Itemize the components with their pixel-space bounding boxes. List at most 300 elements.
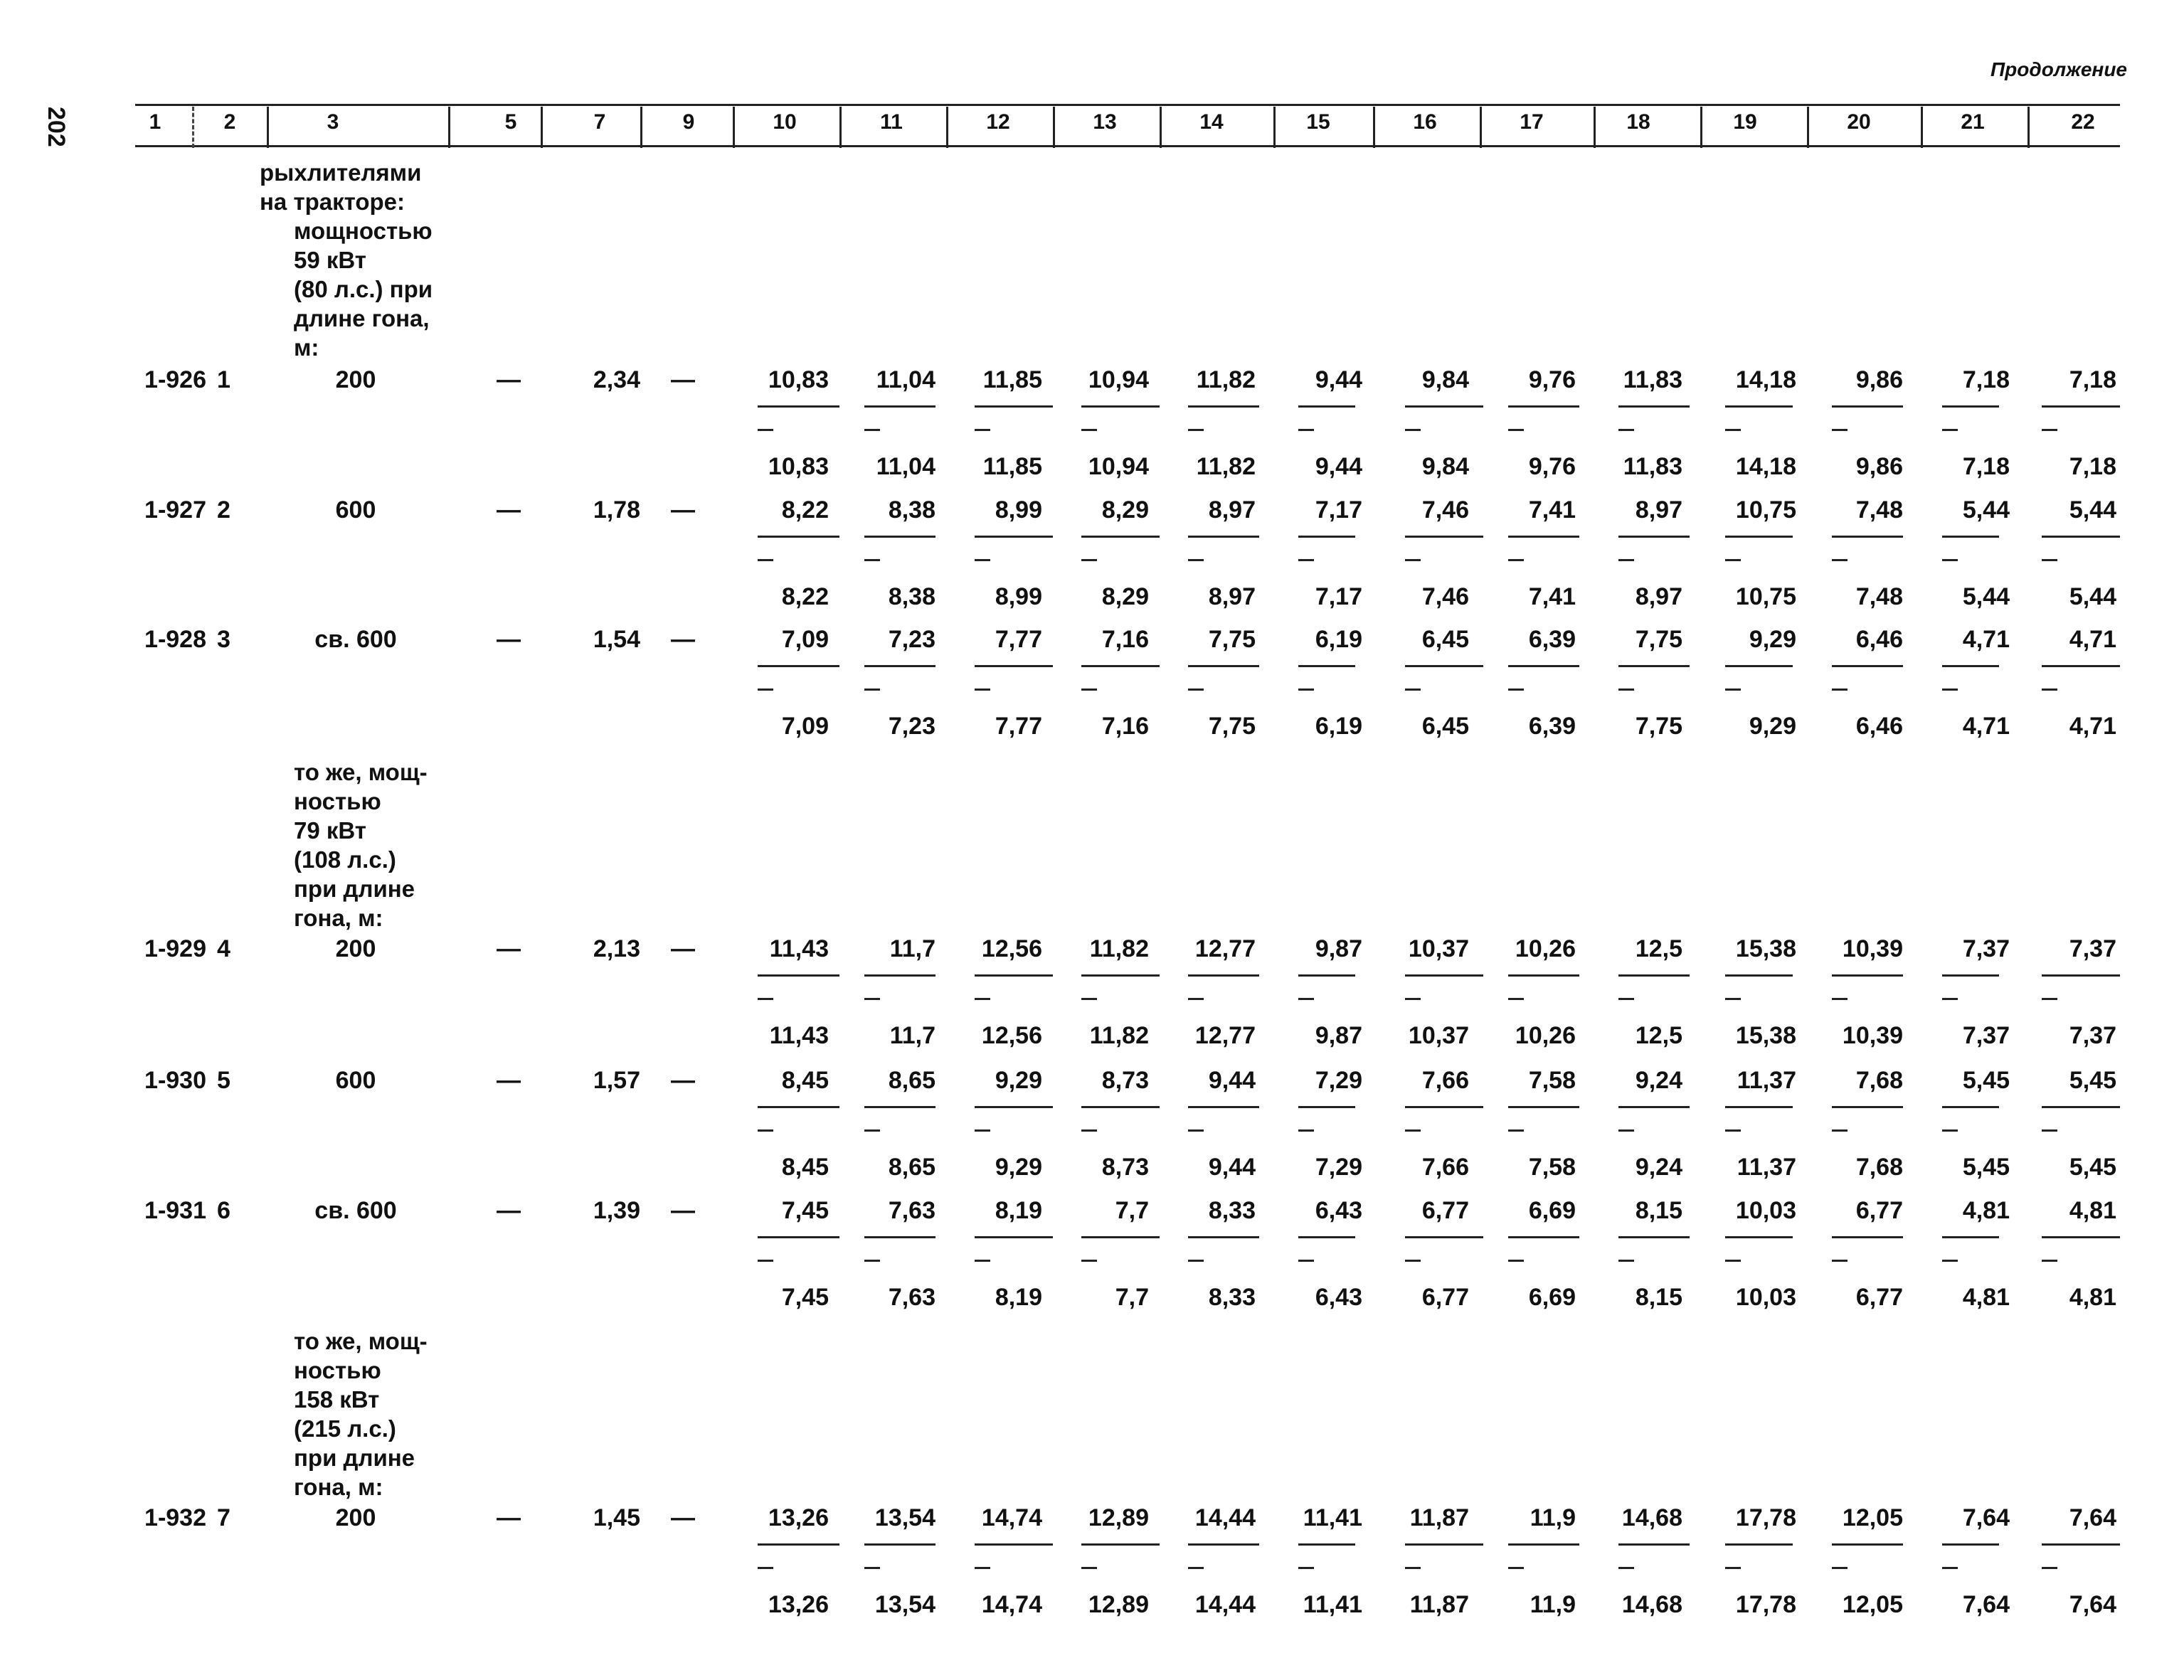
dash-tick: [864, 1260, 880, 1262]
value-bottom: 6,46: [1855, 713, 1903, 740]
value-top: 14,74: [981, 1504, 1042, 1531]
value-top: 11,41: [1303, 1504, 1362, 1531]
fraction-line: [1942, 1543, 1999, 1546]
dash-tick: [1298, 1129, 1314, 1132]
dash-tick: [1942, 689, 1958, 691]
row-code: 1-932: [144, 1504, 206, 1531]
dash-tick: [1188, 429, 1204, 431]
dash-tick: [1298, 689, 1314, 691]
value-bottom: 7,18: [2069, 453, 2116, 480]
dash-tick: [1081, 1260, 1097, 1262]
fraction-line: [2042, 1543, 2120, 1546]
column-separator: [1373, 107, 1375, 148]
fraction-line: [1298, 1543, 1355, 1546]
fraction-line: [864, 974, 935, 977]
column-header-19: 19: [1733, 110, 1757, 134]
fraction-line: [2042, 974, 2120, 977]
dash-tick: [2042, 998, 2057, 1000]
value-bottom: 8,19: [995, 1284, 1042, 1311]
dash-tick: [1508, 559, 1524, 561]
fraction-line: [1508, 665, 1579, 667]
value-top: 8,38: [888, 496, 935, 523]
dash-tick: [758, 559, 773, 561]
value-top: 11,37: [1737, 1067, 1796, 1094]
dash-tick: [1832, 998, 1848, 1000]
description-line: то же, мощ-: [294, 1328, 428, 1354]
dash-tick: [975, 689, 990, 691]
value-top: 11,9: [1530, 1504, 1576, 1531]
value-top: 9,86: [1855, 366, 1903, 393]
dash-tick: [1405, 1260, 1421, 1262]
fraction-line: [975, 1236, 1053, 1238]
column-5-dash: —: [497, 366, 521, 393]
column-9-dash: —: [671, 496, 695, 523]
fraction-line: [1832, 1236, 1903, 1238]
dash-tick: [758, 429, 773, 431]
value-top: 13,26: [768, 1504, 829, 1531]
value-top: 5,44: [2069, 496, 2116, 523]
fraction-line: [1188, 974, 1259, 977]
value-bottom: 8,15: [1635, 1284, 1682, 1311]
value-bottom: 5,45: [1962, 1154, 2010, 1181]
value-bottom: 11,85: [982, 453, 1042, 480]
continued-label: Продолжение: [1990, 58, 2127, 80]
column-separator: [1160, 107, 1162, 148]
fraction-line: [1942, 405, 1999, 408]
value-top: 10,75: [1735, 496, 1796, 523]
description-line: гона, м:: [294, 905, 383, 931]
column-header-20: 20: [1847, 110, 1871, 134]
value-top: 6,46: [1855, 626, 1903, 653]
value-bottom: 8,22: [781, 583, 829, 610]
column-header-11: 11: [880, 110, 903, 134]
dash-tick: [975, 1129, 990, 1132]
table-header-bottom-rule: [135, 145, 2120, 147]
dash-tick: [1081, 1129, 1097, 1132]
dash-tick: [1725, 559, 1741, 561]
fraction-line: [975, 405, 1053, 408]
value-top: 9,76: [1528, 366, 1576, 393]
value-top: 7,46: [1421, 496, 1469, 523]
value-top: 8,99: [995, 496, 1042, 523]
dash-tick: [1188, 1129, 1204, 1132]
fraction-line: [1725, 536, 1793, 538]
dash-tick: [975, 559, 990, 561]
value-bottom: 11,41: [1303, 1591, 1362, 1618]
fraction-line: [1188, 405, 1259, 408]
column-separator: [541, 107, 543, 148]
fraction-line: [1942, 1236, 1999, 1238]
value-bottom: 7,68: [1855, 1154, 1903, 1181]
value-top: 8,15: [1635, 1197, 1682, 1224]
row-code: 1-930: [144, 1067, 206, 1094]
value-bottom: 7,75: [1635, 713, 1682, 740]
value-top: 6,39: [1528, 626, 1576, 653]
dash-tick: [1725, 1129, 1741, 1132]
fraction-line: [1832, 405, 1903, 408]
description-line: м:: [294, 334, 319, 361]
value-top: 6,69: [1528, 1197, 1576, 1224]
value-bottom: 7,64: [2069, 1591, 2116, 1618]
value-bottom: 4,81: [1962, 1284, 2010, 1311]
column-5-dash: —: [497, 1197, 521, 1224]
value-top: 12,5: [1635, 935, 1682, 962]
value-bottom: 7,64: [1962, 1591, 2010, 1618]
value-bottom: 6,45: [1421, 713, 1469, 740]
value-bottom: 7,09: [781, 713, 829, 740]
description-line: рыхлителями: [260, 159, 422, 186]
dash-tick: [1188, 559, 1204, 561]
fraction-line: [1725, 1106, 1793, 1108]
row-code: 1-929: [144, 935, 206, 962]
value-bottom: 11,04: [876, 453, 935, 480]
row-description: 200: [335, 366, 376, 393]
fraction-line: [864, 1236, 935, 1238]
value-top: 14,18: [1735, 366, 1796, 393]
row-number: 3: [217, 626, 230, 653]
dash-tick: [1832, 689, 1848, 691]
value-bottom: 11,87: [1409, 1591, 1469, 1618]
value-top: 11,83: [1623, 366, 1682, 393]
dash-tick: [1832, 559, 1848, 561]
value-bottom: 11,82: [1089, 1022, 1149, 1049]
dash-tick: [1298, 1260, 1314, 1262]
column-separator: [1807, 107, 1809, 148]
column-9-dash: —: [671, 935, 695, 962]
dash-tick: [758, 1567, 773, 1569]
dash-tick: [864, 689, 880, 691]
column-9-dash: —: [671, 1067, 695, 1094]
dash-tick: [1832, 1129, 1848, 1132]
fraction-line: [1618, 665, 1690, 667]
value-top: 10,26: [1515, 935, 1576, 962]
value-bottom: 6,69: [1528, 1284, 1576, 1311]
value-top: 11,04: [876, 366, 935, 393]
value-top: 7,18: [1962, 366, 2010, 393]
value-top: 4,71: [1962, 626, 2010, 653]
fraction-line: [1405, 1106, 1483, 1108]
value-top: 8,65: [888, 1067, 935, 1094]
fraction-line: [1188, 1543, 1259, 1546]
description-line: длине гона,: [294, 305, 430, 331]
value-bottom: 9,84: [1421, 453, 1469, 480]
dash-tick: [975, 1260, 990, 1262]
column-7-value: 1,45: [593, 1504, 640, 1531]
value-top: 9,44: [1208, 1067, 1256, 1094]
value-top: 10,03: [1735, 1197, 1796, 1224]
value-bottom: 10,37: [1408, 1022, 1469, 1049]
fraction-line: [1618, 974, 1690, 977]
fraction-line: [1508, 536, 1579, 538]
description-line: при длине: [294, 1445, 415, 1471]
dash-tick: [1188, 1567, 1204, 1569]
value-top: 10,94: [1088, 366, 1149, 393]
value-top: 15,38: [1735, 935, 1796, 962]
column-separator: [1273, 107, 1276, 148]
dash-tick: [2042, 559, 2057, 561]
dash-tick: [1508, 1567, 1524, 1569]
column-separator: [1700, 107, 1702, 148]
dash-tick: [1298, 1567, 1314, 1569]
value-top: 4,81: [1962, 1197, 2010, 1224]
fraction-line: [1188, 536, 1259, 538]
column-header-7: 7: [593, 110, 606, 134]
value-bottom: 10,03: [1735, 1284, 1796, 1311]
value-bottom: 8,99: [995, 583, 1042, 610]
fraction-line: [758, 1236, 839, 1238]
value-top: 7,29: [1315, 1067, 1362, 1094]
fraction-line: [758, 1106, 839, 1108]
dash-tick: [1081, 1567, 1097, 1569]
column-5-dash: —: [497, 935, 521, 962]
fraction-line: [758, 665, 839, 667]
value-bottom: 8,97: [1208, 583, 1256, 610]
dash-tick: [1832, 1260, 1848, 1262]
value-bottom: 11,82: [1196, 453, 1256, 480]
column-7-value: 2,13: [593, 935, 640, 962]
value-top: 7,37: [2069, 935, 2116, 962]
value-top: 12,05: [1842, 1504, 1903, 1531]
fraction-line: [864, 665, 935, 667]
column-5-dash: —: [497, 496, 521, 523]
value-top: 11,82: [1196, 366, 1256, 393]
dash-tick: [1832, 1567, 1848, 1569]
value-bottom: 9,44: [1208, 1154, 1256, 1181]
value-bottom: 10,83: [768, 453, 829, 480]
description-line: (108 л.с.): [294, 846, 396, 873]
row-description: св. 600: [314, 626, 397, 653]
fraction-line: [2042, 1106, 2120, 1108]
fraction-line: [1188, 1236, 1259, 1238]
value-bottom: 9,44: [1315, 453, 1362, 480]
column-separator: [1921, 107, 1923, 148]
value-bottom: 7,41: [1528, 583, 1576, 610]
value-bottom: 11,83: [1623, 453, 1682, 480]
value-top: 9,29: [995, 1067, 1042, 1094]
dash-tick: [1942, 429, 1958, 431]
fraction-line: [1405, 665, 1483, 667]
value-top: 6,77: [1421, 1197, 1469, 1224]
column-separator: [192, 107, 194, 148]
column-header-17: 17: [1520, 110, 1544, 134]
row-description: 600: [335, 1067, 376, 1094]
value-bottom: 13,26: [768, 1591, 829, 1618]
value-bottom: 10,75: [1735, 583, 1796, 610]
value-top: 7,64: [2069, 1504, 2116, 1531]
fraction-line: [975, 1543, 1053, 1546]
value-top: 9,87: [1315, 935, 1362, 962]
value-bottom: 14,74: [981, 1591, 1042, 1618]
dash-tick: [1298, 559, 1314, 561]
fraction-line: [1081, 405, 1160, 408]
value-bottom: 7,37: [2069, 1022, 2116, 1049]
value-bottom: 12,05: [1842, 1591, 1903, 1618]
value-top: 8,22: [781, 496, 829, 523]
value-top: 7,16: [1101, 626, 1149, 653]
value-bottom: 5,44: [2069, 583, 2116, 610]
fraction-line: [1405, 1236, 1483, 1238]
fraction-line: [1832, 974, 1903, 977]
value-bottom: 9,86: [1855, 453, 1903, 480]
fraction-line: [1298, 536, 1355, 538]
dash-tick: [1725, 689, 1741, 691]
dash-tick: [1725, 429, 1741, 431]
fraction-line: [864, 405, 935, 408]
value-top: 8,73: [1101, 1067, 1149, 1094]
fraction-line: [864, 1106, 935, 1108]
value-bottom: 9,76: [1528, 453, 1576, 480]
value-top: 8,33: [1208, 1197, 1256, 1224]
fraction-line: [1081, 1236, 1160, 1238]
fraction-line: [975, 1106, 1053, 1108]
value-top: 9,44: [1315, 366, 1362, 393]
description-line: при длине: [294, 876, 415, 902]
dash-tick: [758, 998, 773, 1000]
description-line: на тракторе:: [260, 188, 405, 215]
column-7-value: 1,54: [593, 626, 640, 653]
fraction-line: [1942, 536, 1999, 538]
value-bottom: 12,77: [1194, 1022, 1256, 1049]
dash-tick: [1618, 998, 1634, 1000]
dash-tick: [1508, 998, 1524, 1000]
dash-tick: [1942, 559, 1958, 561]
value-top: 10,39: [1842, 935, 1903, 962]
dash-tick: [758, 1260, 773, 1262]
value-top: 6,77: [1855, 1197, 1903, 1224]
value-bottom: 7,29: [1315, 1154, 1362, 1181]
column-header-9: 9: [682, 110, 695, 134]
value-top: 8,97: [1208, 496, 1256, 523]
value-top: 6,45: [1421, 626, 1469, 653]
value-bottom: 15,38: [1735, 1022, 1796, 1049]
row-number: 5: [217, 1067, 230, 1094]
value-top: 10,83: [768, 366, 829, 393]
fraction-line: [1081, 536, 1160, 538]
fraction-line: [2042, 1236, 2120, 1238]
fraction-line: [1508, 974, 1579, 977]
dash-tick: [1405, 429, 1421, 431]
dash-tick: [1725, 1567, 1741, 1569]
value-bottom: 4,71: [1962, 713, 2010, 740]
dash-tick: [2042, 1129, 2057, 1132]
value-top: 5,44: [1962, 496, 2010, 523]
dash-tick: [975, 429, 990, 431]
value-top: 11,7: [889, 935, 935, 962]
value-bottom: 6,19: [1315, 713, 1362, 740]
fraction-line: [1832, 1543, 1903, 1546]
value-bottom: 12,89: [1088, 1591, 1149, 1618]
value-bottom: 11,43: [769, 1022, 829, 1049]
column-separator: [2027, 107, 2030, 148]
value-bottom: 7,58: [1528, 1154, 1576, 1181]
column-9-dash: —: [671, 1504, 695, 1531]
value-bottom: 10,94: [1088, 453, 1149, 480]
column-separator: [448, 107, 450, 148]
column-separator: [1594, 107, 1596, 148]
fraction-line: [1081, 1106, 1160, 1108]
value-top: 10,37: [1408, 935, 1469, 962]
row-number: 1: [217, 366, 230, 393]
fraction-line: [1725, 974, 1793, 977]
column-header-21: 21: [1961, 110, 1985, 134]
value-top: 7,7: [1115, 1197, 1149, 1224]
value-bottom: 9,87: [1315, 1022, 1362, 1049]
value-top: 4,71: [2069, 626, 2116, 653]
value-bottom: 11,37: [1737, 1154, 1796, 1181]
value-bottom: 8,65: [888, 1154, 935, 1181]
fraction-line: [1832, 1106, 1903, 1108]
dash-tick: [2042, 1260, 2057, 1262]
fraction-line: [1298, 974, 1355, 977]
value-bottom: 7,66: [1421, 1154, 1469, 1181]
column-7-value: 1,78: [593, 496, 640, 523]
column-header-16: 16: [1413, 110, 1437, 134]
fraction-line: [1405, 974, 1483, 977]
value-top: 7,68: [1855, 1067, 1903, 1094]
fraction-line: [1508, 1106, 1579, 1108]
fraction-line: [1508, 405, 1579, 408]
fraction-line: [1832, 665, 1903, 667]
row-description: 600: [335, 496, 376, 523]
fraction-line: [1405, 1543, 1483, 1546]
value-bottom: 7,75: [1208, 713, 1256, 740]
value-bottom: 8,29: [1101, 583, 1149, 610]
fraction-line: [1188, 665, 1259, 667]
fraction-line: [1618, 536, 1690, 538]
value-bottom: 14,44: [1194, 1591, 1256, 1618]
fraction-line: [1618, 1543, 1690, 1546]
fraction-line: [1508, 1543, 1579, 1546]
dash-tick: [1508, 1129, 1524, 1132]
fraction-line: [1942, 1106, 1999, 1108]
fraction-line: [1832, 536, 1903, 538]
description-line: (215 л.с.): [294, 1415, 396, 1442]
dash-tick: [1725, 1260, 1741, 1262]
description-line: то же, мощ-: [294, 759, 428, 785]
dash-tick: [864, 998, 880, 1000]
dash-tick: [2042, 689, 2057, 691]
value-top: 7,41: [1528, 496, 1576, 523]
value-top: 7,63: [888, 1197, 935, 1224]
value-top: 9,24: [1635, 1067, 1682, 1094]
dash-tick: [758, 689, 773, 691]
column-separator: [1053, 107, 1055, 148]
value-top: 7,66: [1421, 1067, 1469, 1094]
value-bottom: 7,16: [1101, 713, 1149, 740]
value-top: 7,75: [1635, 626, 1682, 653]
dash-tick: [1298, 429, 1314, 431]
dash-tick: [1508, 689, 1524, 691]
dash-tick: [758, 1129, 773, 1132]
value-bottom: 8,38: [888, 583, 935, 610]
value-bottom: 5,44: [1962, 583, 2010, 610]
description-line: 158 кВт: [294, 1386, 380, 1413]
row-description: 200: [335, 1504, 376, 1531]
page-number: 202: [43, 107, 70, 147]
dash-tick: [1942, 1129, 1958, 1132]
value-top: 7,09: [781, 626, 829, 653]
value-bottom: 13,54: [874, 1591, 935, 1618]
dash-tick: [1081, 429, 1097, 431]
dash-tick: [1618, 429, 1634, 431]
fraction-line: [1942, 665, 1999, 667]
fraction-line: [2042, 405, 2120, 408]
value-top: 8,19: [995, 1197, 1042, 1224]
value-top: 11,87: [1409, 1504, 1469, 1531]
fraction-line: [975, 665, 1053, 667]
dash-tick: [864, 559, 880, 561]
fraction-line: [1081, 974, 1160, 977]
